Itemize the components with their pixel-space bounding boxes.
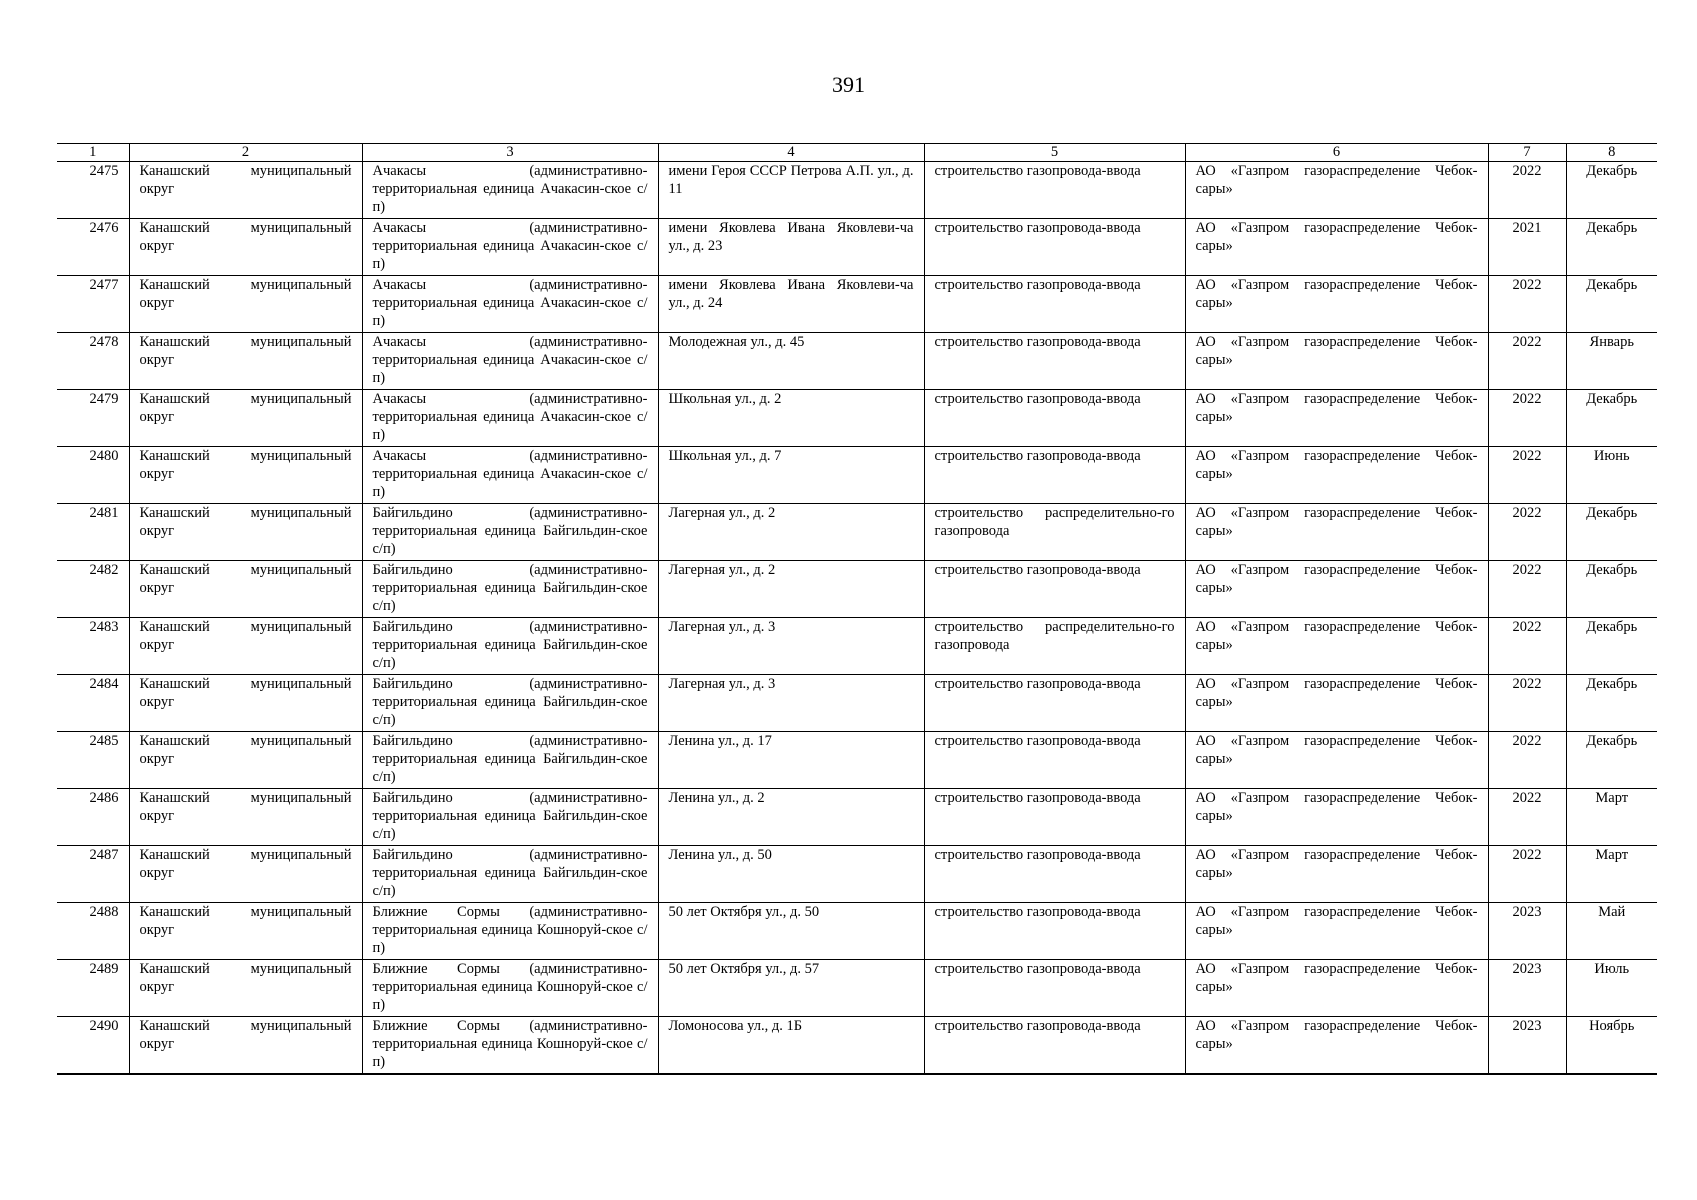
work-type-cell: строительство газопровода-ввода <box>924 789 1185 846</box>
work-type-cell: строительство газопровода-ввода <box>924 903 1185 960</box>
year-cell: 2022 <box>1488 846 1566 903</box>
row-number-cell: 2475 <box>57 162 129 219</box>
year-cell: 2022 <box>1488 789 1566 846</box>
year-cell: 2023 <box>1488 960 1566 1017</box>
okrug-cell: Канашский муниципальный округ <box>129 390 362 447</box>
settlement-cell: Байгильдино (административно-территориальная единица Байгильдин-ское с/п) <box>362 618 658 675</box>
okrug-cell: Канашский муниципальный округ <box>129 960 362 1017</box>
table-row <box>57 162 1657 219</box>
address-cell: Лагерная ул., д. 2 <box>658 504 924 561</box>
month-cell: Декабрь <box>1566 390 1657 447</box>
settlement-cell: Ближние Сормы (административно-территориальная единица Кошноруй-ское с/п) <box>362 1017 658 1075</box>
year-cell: 2022 <box>1488 504 1566 561</box>
organization-cell: АО «Газпром газораспределение Чебок-сары» <box>1185 390 1488 447</box>
work-type-cell: строительство газопровода-ввода <box>924 561 1185 618</box>
year-cell: 2021 <box>1488 219 1566 276</box>
year-cell: 2022 <box>1488 618 1566 675</box>
okrug-cell: Канашский муниципальный округ <box>129 732 362 789</box>
year-cell: 2022 <box>1488 561 1566 618</box>
page-number: 391 <box>832 72 865 97</box>
month-cell: Декабрь <box>1566 618 1657 675</box>
work-type-cell: строительство распределительно-го газопровода <box>924 618 1185 675</box>
address-cell: Лагерная ул., д. 2 <box>658 561 924 618</box>
work-type-cell: строительство газопровода-ввода <box>924 675 1185 732</box>
work-type-cell: строительство газопровода-ввода <box>924 960 1185 1017</box>
address-cell: Ленина ул., д. 2 <box>658 789 924 846</box>
row-number-cell: 2485 <box>57 732 129 789</box>
year-cell: 2022 <box>1488 675 1566 732</box>
settlement-cell: Байгильдино (административно-территориальная единица Байгильдин-ское с/п) <box>362 846 658 903</box>
address-cell: Молодежная ул., д. 45 <box>658 333 924 390</box>
column-header-5: 5 <box>924 144 1185 162</box>
address-cell: Школьная ул., д. 7 <box>658 447 924 504</box>
settlement-cell: Ачакасы (административно-территориальная единица Ачакасин-ское с/п) <box>362 276 658 333</box>
column-header-3: 3 <box>362 144 658 162</box>
month-cell: Ноябрь <box>1566 1017 1657 1075</box>
okrug-cell: Канашский муниципальный округ <box>129 618 362 675</box>
work-type-cell: строительство газопровода-ввода <box>924 162 1185 219</box>
work-type-cell: строительство газопровода-ввода <box>924 219 1185 276</box>
table-row <box>57 846 1657 903</box>
row-number-cell: 2488 <box>57 903 129 960</box>
okrug-cell: Канашский муниципальный округ <box>129 561 362 618</box>
month-cell: Декабрь <box>1566 504 1657 561</box>
table-row <box>57 789 1657 846</box>
okrug-cell: Канашский муниципальный округ <box>129 219 362 276</box>
address-cell: имени Яковлева Ивана Яковлеви-ча ул., д. 24 <box>658 276 924 333</box>
address-cell: Лагерная ул., д. 3 <box>658 618 924 675</box>
row-number-cell: 2483 <box>57 618 129 675</box>
month-cell: Март <box>1566 789 1657 846</box>
year-cell: 2023 <box>1488 903 1566 960</box>
row-number-cell: 2476 <box>57 219 129 276</box>
okrug-cell: Канашский муниципальный округ <box>129 1017 362 1075</box>
row-number-cell: 2482 <box>57 561 129 618</box>
table-row <box>57 1017 1657 1075</box>
settlement-cell: Байгильдино (административно-территориальная единица Байгильдин-ское с/п) <box>362 789 658 846</box>
table-row <box>57 561 1657 618</box>
settlement-cell: Ближние Сормы (административно-территориальная единица Кошноруй-ское с/п) <box>362 903 658 960</box>
organization-cell: АО «Газпром газораспределение Чебок-сары» <box>1185 447 1488 504</box>
month-cell: Март <box>1566 846 1657 903</box>
table-row <box>57 732 1657 789</box>
address-cell: 50 лет Октября ул., д. 50 <box>658 903 924 960</box>
okrug-cell: Канашский муниципальный округ <box>129 675 362 732</box>
month-cell: Декабрь <box>1566 219 1657 276</box>
table-row <box>57 219 1657 276</box>
year-cell: 2023 <box>1488 1017 1566 1075</box>
row-number-cell: 2490 <box>57 1017 129 1075</box>
row-number-cell: 2487 <box>57 846 129 903</box>
month-cell: Июнь <box>1566 447 1657 504</box>
okrug-cell: Канашский муниципальный округ <box>129 903 362 960</box>
settlement-cell: Ближние Сормы (административно-территориальная единица Кошноруй-ское с/п) <box>362 960 658 1017</box>
column-header-1: 1 <box>57 144 129 162</box>
month-cell: Декабрь <box>1566 276 1657 333</box>
settlement-cell: Ачакасы (административно-территориальная единица Ачакасин-ское с/п) <box>362 390 658 447</box>
organization-cell: АО «Газпром газораспределение Чебок-сары» <box>1185 789 1488 846</box>
organization-cell: АО «Газпром газораспределение Чебок-сары» <box>1185 732 1488 789</box>
month-cell: Декабрь <box>1566 561 1657 618</box>
month-cell: Июль <box>1566 960 1657 1017</box>
organization-cell: АО «Газпром газораспределение Чебок-сары» <box>1185 162 1488 219</box>
organization-cell: АО «Газпром газораспределение Чебок-сары» <box>1185 1017 1488 1075</box>
table-row <box>57 276 1657 333</box>
settlement-cell: Ачакасы (административно-территориальная единица Ачакасин-ское с/п) <box>362 219 658 276</box>
settlement-cell: Байгильдино (административно-территориальная единица Байгильдин-ское с/п) <box>362 675 658 732</box>
work-type-cell: строительство газопровода-ввода <box>924 732 1185 789</box>
address-cell: Ленина ул., д. 50 <box>658 846 924 903</box>
organization-cell: АО «Газпром газораспределение Чебок-сары» <box>1185 219 1488 276</box>
column-header-6: 6 <box>1185 144 1488 162</box>
table-body <box>57 162 1657 1075</box>
organization-cell: АО «Газпром газораспределение Чебок-сары» <box>1185 960 1488 1017</box>
work-type-cell: строительство газопровода-ввода <box>924 1017 1185 1075</box>
settlement-cell: Байгильдино (административно-территориальная единица Байгильдин-ское с/п) <box>362 732 658 789</box>
okrug-cell: Канашский муниципальный округ <box>129 447 362 504</box>
okrug-cell: Канашский муниципальный округ <box>129 789 362 846</box>
header-row <box>57 144 1657 162</box>
row-number-cell: 2477 <box>57 276 129 333</box>
okrug-cell: Канашский муниципальный округ <box>129 162 362 219</box>
row-number-cell: 2479 <box>57 390 129 447</box>
organization-cell: АО «Газпром газораспределение Чебок-сары» <box>1185 903 1488 960</box>
organization-cell: АО «Газпром газораспределение Чебок-сары» <box>1185 504 1488 561</box>
table-row <box>57 903 1657 960</box>
column-header-4: 4 <box>658 144 924 162</box>
address-cell: Ленина ул., д. 17 <box>658 732 924 789</box>
row-number-cell: 2480 <box>57 447 129 504</box>
table-row <box>57 960 1657 1017</box>
table-row <box>57 504 1657 561</box>
settlement-cell: Ачакасы (административно-территориальная единица Ачакасин-ское с/п) <box>362 333 658 390</box>
settlement-cell: Байгильдино (административно-территориальная единица Байгильдин-ское с/п) <box>362 504 658 561</box>
month-cell: Май <box>1566 903 1657 960</box>
row-number-cell: 2486 <box>57 789 129 846</box>
year-cell: 2022 <box>1488 276 1566 333</box>
organization-cell: АО «Газпром газораспределение Чебок-сары» <box>1185 333 1488 390</box>
row-number-cell: 2481 <box>57 504 129 561</box>
row-number-cell: 2489 <box>57 960 129 1017</box>
address-cell: Ломоносова ул., д. 1Б <box>658 1017 924 1075</box>
okrug-cell: Канашский муниципальный округ <box>129 276 362 333</box>
table-row <box>57 618 1657 675</box>
year-cell: 2022 <box>1488 333 1566 390</box>
organization-cell: АО «Газпром газораспределение Чебок-сары» <box>1185 561 1488 618</box>
work-type-cell: строительство газопровода-ввода <box>924 447 1185 504</box>
organization-cell: АО «Газпром газораспределение Чебок-сары» <box>1185 846 1488 903</box>
year-cell: 2022 <box>1488 390 1566 447</box>
row-number-cell: 2478 <box>57 333 129 390</box>
organization-cell: АО «Газпром газораспределение Чебок-сары» <box>1185 675 1488 732</box>
column-header-2: 2 <box>129 144 362 162</box>
settlement-cell: Ачакасы (административно-территориальная единица Ачакасин-ское с/п) <box>362 447 658 504</box>
month-cell: Декабрь <box>1566 675 1657 732</box>
organization-cell: АО «Газпром газораспределение Чебок-сары» <box>1185 618 1488 675</box>
address-cell: 50 лет Октября ул., д. 57 <box>658 960 924 1017</box>
work-type-cell: строительство газопровода-ввода <box>924 276 1185 333</box>
column-header-8: 8 <box>1566 144 1657 162</box>
settlement-cell: Ачакасы (административно-территориальная единица Ачакасин-ское с/п) <box>362 162 658 219</box>
month-cell: Декабрь <box>1566 162 1657 219</box>
address-cell: имени Яковлева Ивана Яковлеви-ча ул., д. 23 <box>658 219 924 276</box>
year-cell: 2022 <box>1488 162 1566 219</box>
register-table <box>57 143 1657 1075</box>
month-cell: Декабрь <box>1566 732 1657 789</box>
address-cell: Лагерная ул., д. 3 <box>658 675 924 732</box>
table-row <box>57 333 1657 390</box>
okrug-cell: Канашский муниципальный округ <box>129 504 362 561</box>
okrug-cell: Канашский муниципальный округ <box>129 333 362 390</box>
table-row <box>57 675 1657 732</box>
year-cell: 2022 <box>1488 732 1566 789</box>
table-row <box>57 390 1657 447</box>
okrug-cell: Канашский муниципальный округ <box>129 846 362 903</box>
settlement-cell: Байгильдино (административно-территориальная единица Байгильдин-ское с/п) <box>362 561 658 618</box>
organization-cell: АО «Газпром газораспределение Чебок-сары» <box>1185 276 1488 333</box>
work-type-cell: строительство газопровода-ввода <box>924 390 1185 447</box>
row-number-cell: 2484 <box>57 675 129 732</box>
year-cell: 2022 <box>1488 447 1566 504</box>
address-cell: имени Героя СССР Петрова А.П. ул., д. 11 <box>658 162 924 219</box>
work-type-cell: строительство газопровода-ввода <box>924 333 1185 390</box>
column-header-7: 7 <box>1488 144 1566 162</box>
address-cell: Школьная ул., д. 2 <box>658 390 924 447</box>
month-cell: Январь <box>1566 333 1657 390</box>
table-row <box>57 447 1657 504</box>
work-type-cell: строительство газопровода-ввода <box>924 846 1185 903</box>
work-type-cell: строительство распределительно-го газопровода <box>924 504 1185 561</box>
